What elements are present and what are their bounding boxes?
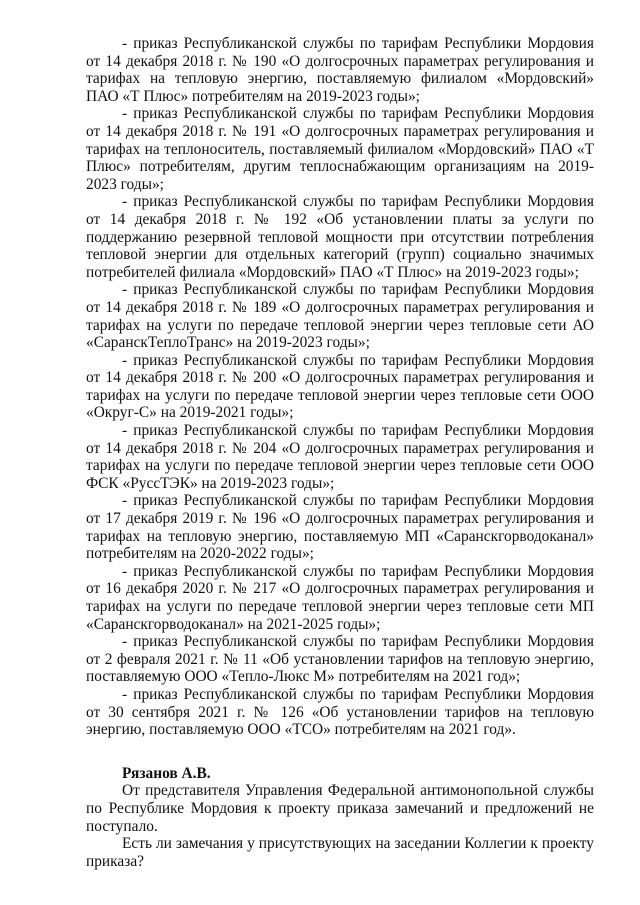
list-item: - приказ Республиканской службы по тарифам Республики Мордовия от 14 декабря 2018 г. № 191 «О долгосрочных параметрах регулирования и тарифах на теплоноситель, поставляемый филиалом «Мордовский» ПАО «Т Плюс» потребителям, другим теплоснабжающим организациям на 2019-2023 годы»; xyxy=(86,105,594,193)
list-item: - приказ Республиканской службы по тарифам Республики Мордовия от 14 декабря 2018 г. № 190 «О долгосрочных параметрах регулирования и тарифах на тепловую энергию, поставляемую филиалом «Мордовский» ПАО «Т Плюс» потребителям на 2019-2023 годы»; xyxy=(86,35,594,105)
speaker-name: Рязанов А.В. xyxy=(122,764,211,782)
document-page xyxy=(86,35,594,870)
list-item: - приказ Республиканской службы по тарифам Республики Мордовия от 14 декабря 2018 г. № 192 «Об установлении платы за услуги по поддержанию резервной тепловой мощности при отсутствии потребления тепловой энергии для отдельных категорий (групп) социально значимых потребителей филиала «Мордовский» ПАО «Т Плюс» на 2019-2023 годы»; xyxy=(86,193,594,281)
list-item: - приказ Республиканской службы по тарифам Республики Мордовия от 16 декабря 2020 г. № 217 «О долгосрочных параметрах регулирования и тарифах на услуги по передаче тепловой энергии через тепловые сети МП «Саранскгорводоканал» на 2021-2025 годы»; xyxy=(86,562,594,633)
list-item: - приказ Республиканской службы по тарифам Республики Мордовия от 14 декабря 2018 г. № 200 «О долгосрочных параметрах регулирования и тарифах на услуги по передаче тепловой энергии через тепловые сети ООО «Округ-С» на 2019-2021 годы»; xyxy=(86,351,594,422)
list-item: - приказ Республиканской службы по тарифам Республики Мордовия от 2 февраля 2021 г. № 11 «Об установлении тарифов на тепловую энергию, поставляемую ООО «Тепло-Люкс М» потребителям на 2021 год»; xyxy=(86,633,594,686)
closing-paragraph: От представителя Управления Федеральной антимонопольной службы по Республике Мордовия к проекту приказа замечаний и предложений не поступало. xyxy=(86,782,594,835)
closing-paragraph: Есть ли замечания у присутствующих на заседании Коллегии к проекту приказа? xyxy=(86,835,594,870)
list-item: - приказ Республиканской службы по тарифам Республики Мордовия от 30 сентября 2021 г. № 126 «Об установлении тарифов на тепловую энергию, поставляемую ООО «ТСО» потребителям на 2021 год». xyxy=(86,685,594,739)
list-item: - приказ Республиканской службы по тарифам Республики Мордовия от 14 декабря 2018 г. № 189 «О долгосрочных параметрах регулирования и тарифах на услуги по передаче тепловой энергии через тепловые сети АО «СаранскТеплоТранс» на 2019-2023 годы»; xyxy=(86,281,594,352)
list-item: - приказ Республиканской службы по тарифам Республики Мордовия от 17 декабря 2019 г. № 196 «О долгосрочных параметрах регулирования и тарифах на тепловую энергию, поставляемую МП «Саранскгорводоканал» потребителям на 2020-2022 годы»; xyxy=(86,492,594,563)
list-item: - приказ Республиканской службы по тарифам Республики Мордовия от 14 декабря 2018 г. № 204 «О долгосрочных параметрах регулирования и тарифах на услуги по передаче тепловой энергии через тепловые сети ООО ФСК «РуссТЭК» на 2019-2023 годы»; xyxy=(86,422,594,492)
